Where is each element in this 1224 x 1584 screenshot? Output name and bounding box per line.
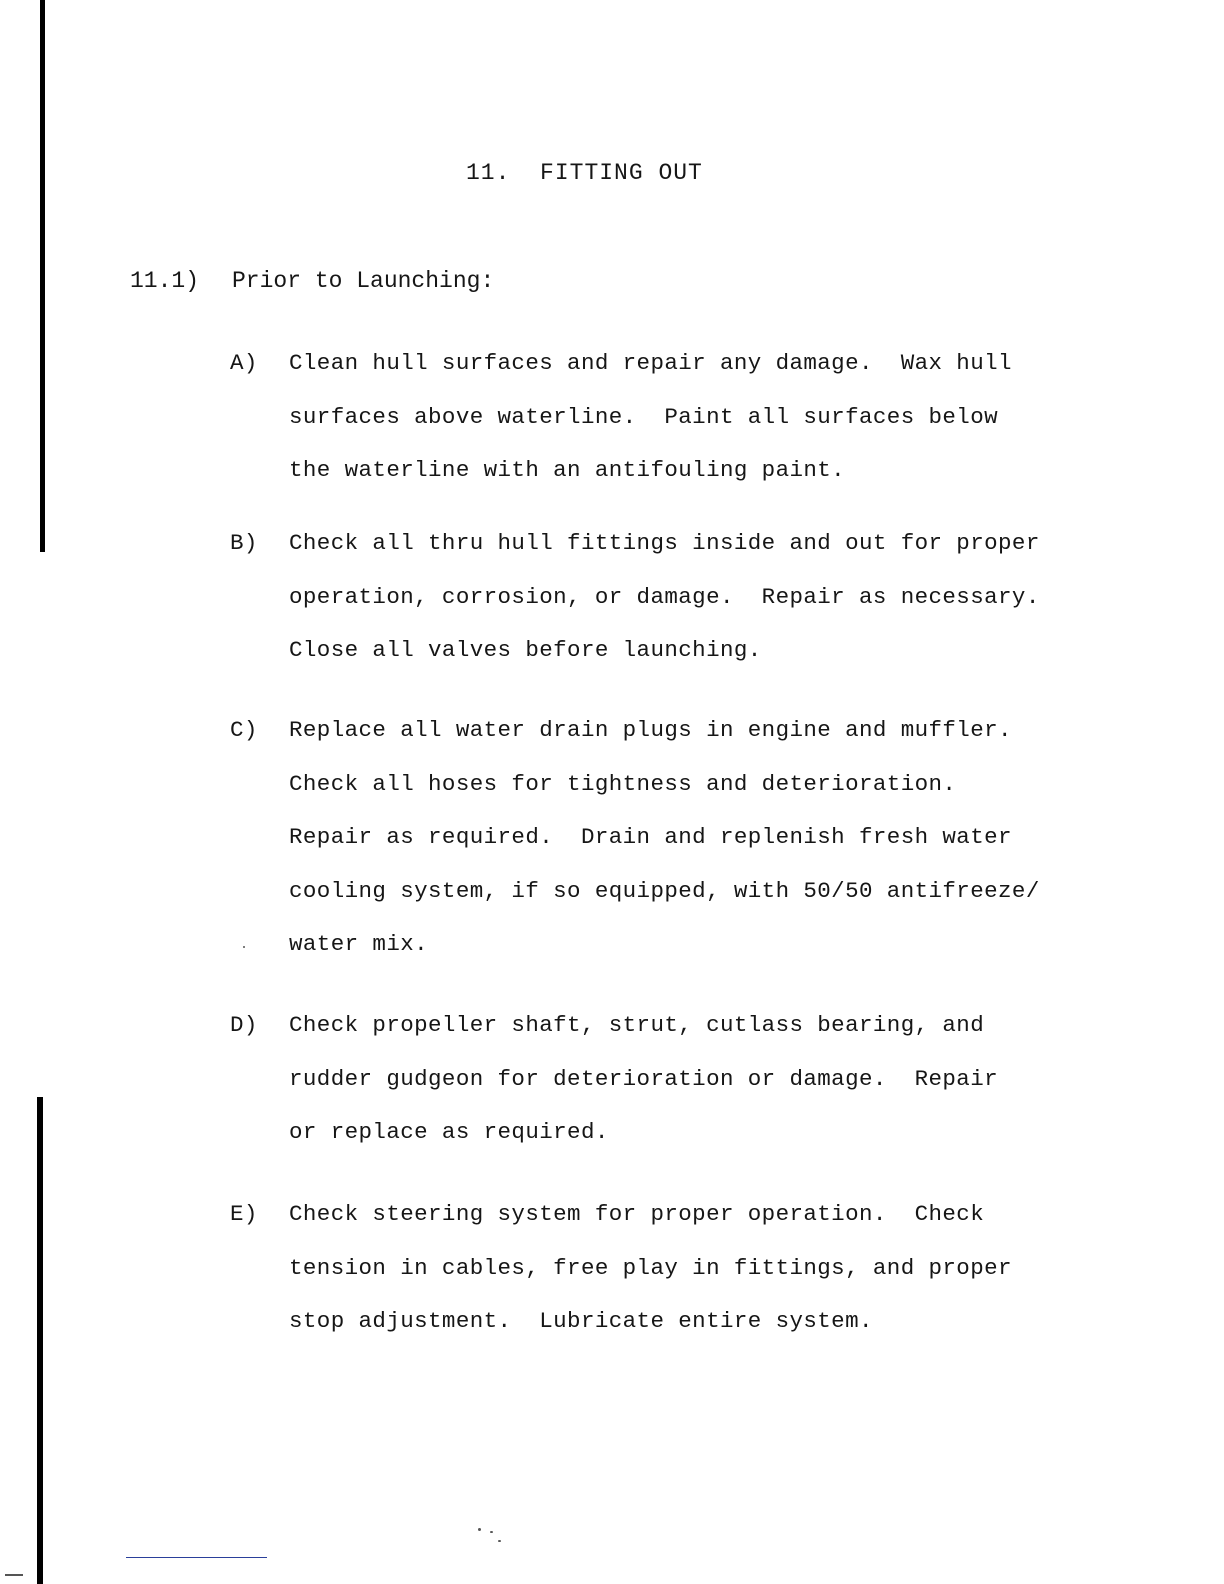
item-letter: C): [230, 717, 258, 743]
item-text: [289, 337, 1109, 498]
scan-margin-bar-bottom: [37, 1097, 43, 1584]
item-line: operation, corrosion, or damage. Repair as necessary.: [289, 583, 1040, 610]
scan-speck: [5, 1574, 23, 1576]
item-letter: A): [230, 350, 258, 376]
item-line: cooling system, if so equipped, with 50/50 antifreeze/: [289, 877, 1040, 904]
scan-speck: [478, 1528, 481, 1531]
item-text: [289, 1188, 1109, 1349]
item-line: Clean hull surfaces and repair any damage. Wax hull: [289, 350, 1012, 376]
item-text: [289, 517, 1109, 678]
scan-speck: [243, 946, 245, 948]
scan-speck: [498, 1540, 501, 1542]
item-letter: D): [230, 1012, 258, 1038]
item-line: stop adjustment. Lubricate entire system.: [289, 1308, 873, 1334]
scan-speck: [490, 1531, 493, 1533]
item-line: tension in cables, free play in fittings, and proper: [289, 1254, 1012, 1281]
item-line: or replace as required.: [289, 1119, 609, 1145]
chapter-number: 11.: [466, 160, 511, 186]
item-letter: B): [230, 530, 258, 556]
item-line: surfaces above waterline. Paint all surfaces below: [289, 403, 999, 430]
chapter-heading: [466, 160, 703, 186]
item-line: Repair as required. Drain and replenish fresh water: [289, 824, 1012, 850]
item-text: [289, 999, 1109, 1160]
chapter-title: FITTING OUT: [540, 160, 703, 186]
item-line: Replace all water drain plugs in engine and muffler.: [289, 717, 1012, 743]
item-letter: E): [230, 1201, 258, 1227]
section-title: Prior to Launching:: [232, 268, 495, 294]
item-line: Check all thru hull fittings inside and out for proper: [289, 530, 1040, 556]
item-line: the waterline with an antifouling paint.: [289, 457, 846, 483]
footer-rule: [126, 1557, 267, 1558]
section-heading: [130, 268, 494, 294]
item-line: Close all valves before launching.: [289, 637, 762, 663]
item-text: [289, 704, 1109, 972]
section-number: 11.1): [130, 268, 200, 294]
item-line: Check steering system for proper operation. Check: [289, 1201, 985, 1227]
item-line: rudder gudgeon for deterioration or damage. Repair: [289, 1065, 999, 1092]
scan-margin-bar-top: [40, 0, 45, 552]
item-line: Check all hoses for tightness and deterioration.: [289, 770, 957, 797]
item-line: water mix.: [289, 931, 429, 957]
item-line: Check propeller shaft, strut, cutlass bearing, and: [289, 1012, 985, 1038]
